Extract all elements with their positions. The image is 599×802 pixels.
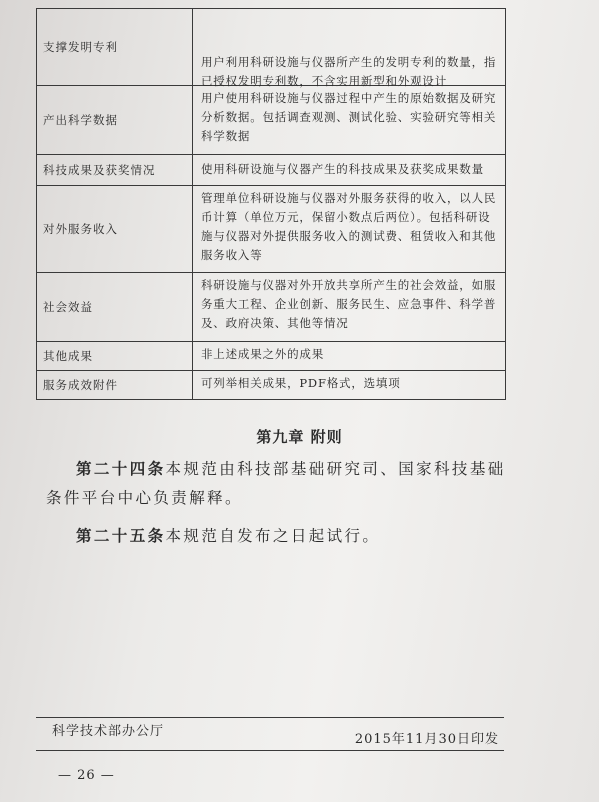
footer-rule-top <box>36 717 504 718</box>
item-description: 使用科研设施与仪器产生的科技成果及获奖成果数量 <box>201 162 484 176</box>
item-description: 可列举相关成果，PDF格式，选填项 <box>201 376 401 390</box>
item-name: 产出科学数据 <box>37 86 193 154</box>
item-description: 管理单位科研设施与仪器对外服务获得的收入，以人民币计算（单位万元，保留小数点后两位）。包括科研设施与仪器对外提供服务收入的测试费、租赁收入和其他服务收入等 <box>201 191 497 262</box>
item-name: 其他成果 <box>37 342 193 370</box>
article-25-text: 本规范自发布之日起试行。 <box>165 527 381 545</box>
item-name: 支撑发明专利 <box>37 9 193 85</box>
results-table <box>36 8 506 400</box>
print-date: 2015年11月30日印发 <box>354 732 499 747</box>
table-row <box>37 370 505 399</box>
footer-rule-bottom <box>36 750 504 751</box>
item-name: 科技成果及获奖情况 <box>37 155 193 185</box>
table-row <box>37 8 505 88</box>
article-24-text: 本规范由科技部基础研究司、国家科技基础条件平台中心负责解释。 <box>46 460 506 507</box>
issuer: 科学技术部办公厅 <box>52 724 165 739</box>
table-row <box>37 185 505 272</box>
item-name: 社会效益 <box>37 273 193 341</box>
page-number: — 26 — <box>58 768 115 783</box>
article-24-label: 第二十四条 <box>76 459 166 478</box>
item-description: 科研设施与仪器对外开放共享所产生的社会效益，如服务重大工程、企业创新、服务民生、应急事件、科学普及、政府决策、其他等情况 <box>201 278 497 330</box>
item-description: 用户使用科研设施与仪器过程中产生的原始数据及研究分析数据。包括调查观测、测试化验、实验研究等相关科学数据 <box>201 91 497 143</box>
table-row <box>37 341 505 370</box>
item-name: 服务成效附件 <box>37 371 193 399</box>
article-25 <box>46 521 508 551</box>
chapter-title: 第九章 附则 <box>256 428 343 446</box>
article-25-label: 第二十五条 <box>76 526 166 545</box>
table-row <box>37 154 505 185</box>
article-24 <box>46 454 508 513</box>
table-row <box>37 85 505 154</box>
item-description: 用户利用科研设施与仪器所产生的发明专利的数量，指已授权发明专利数，不含实用新型和外观设计 <box>201 55 497 88</box>
table-row <box>37 272 505 341</box>
item-name: 对外服务收入 <box>37 186 193 272</box>
item-description: 非上述成果之外的成果 <box>201 347 324 361</box>
